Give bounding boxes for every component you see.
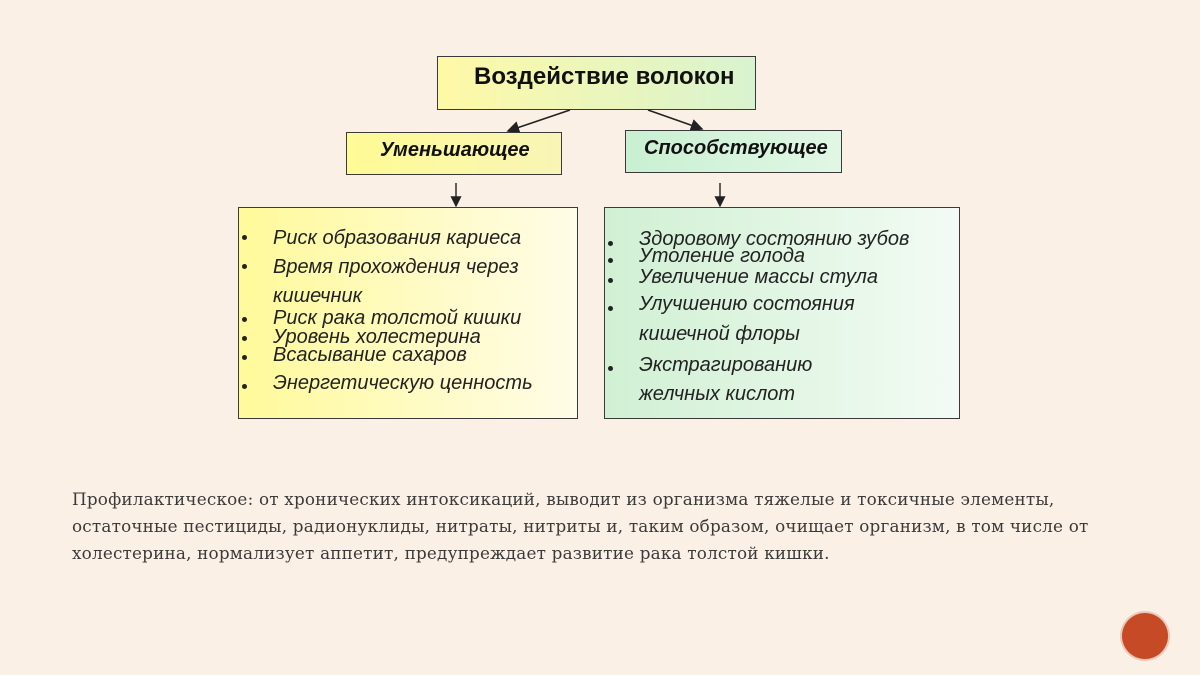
bullet [242, 355, 247, 360]
arrow-to-right-category [648, 110, 702, 129]
list-item: Всасывание сахаров [273, 344, 467, 366]
list-item: Энергетическую ценность [273, 372, 533, 394]
bullet [242, 384, 247, 389]
bullet [608, 366, 613, 371]
prophylactic-paragraph: Профилактическое: от хронических интоксикаций, выводит из организма тяжелые и токсичные элементы, остаточные пестициды, радионуклиды, нитраты, нитриты и, таким образом, очищает организм, в том числе от холестерина, нормализует аппетит, предупреждает развитие рака толстой кишки. [72, 489, 1089, 563]
list-item: Утоление голода [639, 245, 806, 267]
list-item: Уровень холестерина [273, 326, 481, 348]
category-promoting [625, 130, 842, 173]
arrow-to-left-category [508, 110, 570, 131]
diagram-title: Воздействие волокон [474, 63, 735, 90]
decreasing-list [238, 207, 578, 419]
bullet [242, 235, 247, 240]
slide-logo-icon [1122, 613, 1168, 659]
title-box [437, 56, 756, 110]
bullet [242, 336, 247, 341]
list-item: Риск рака толстой кишки [273, 307, 522, 329]
list-item: Время прохождения через [273, 256, 519, 278]
bullet [608, 241, 613, 246]
bullet [242, 264, 247, 269]
bullet [608, 306, 613, 311]
category-decreasing [346, 132, 562, 175]
list-item: Риск образования кариеса [273, 227, 522, 249]
list-item: кишечник [273, 285, 363, 307]
list-item: желчных кислот [639, 383, 796, 405]
list-item: Улучшению состояния [639, 293, 855, 315]
list-item: Экстрагированию [639, 354, 813, 376]
bullet [242, 317, 247, 322]
list-item: Увеличение массы стула [639, 266, 878, 288]
promoting-list [604, 207, 960, 419]
list-item: кишечной флоры [639, 323, 800, 345]
bullet [608, 278, 613, 283]
category-promoting-label: Способствующее [644, 137, 828, 159]
bullet [608, 258, 613, 263]
list-item: Здоровому состоянию зубов [639, 228, 910, 250]
category-decreasing-label: Уменьшающее [380, 139, 530, 161]
